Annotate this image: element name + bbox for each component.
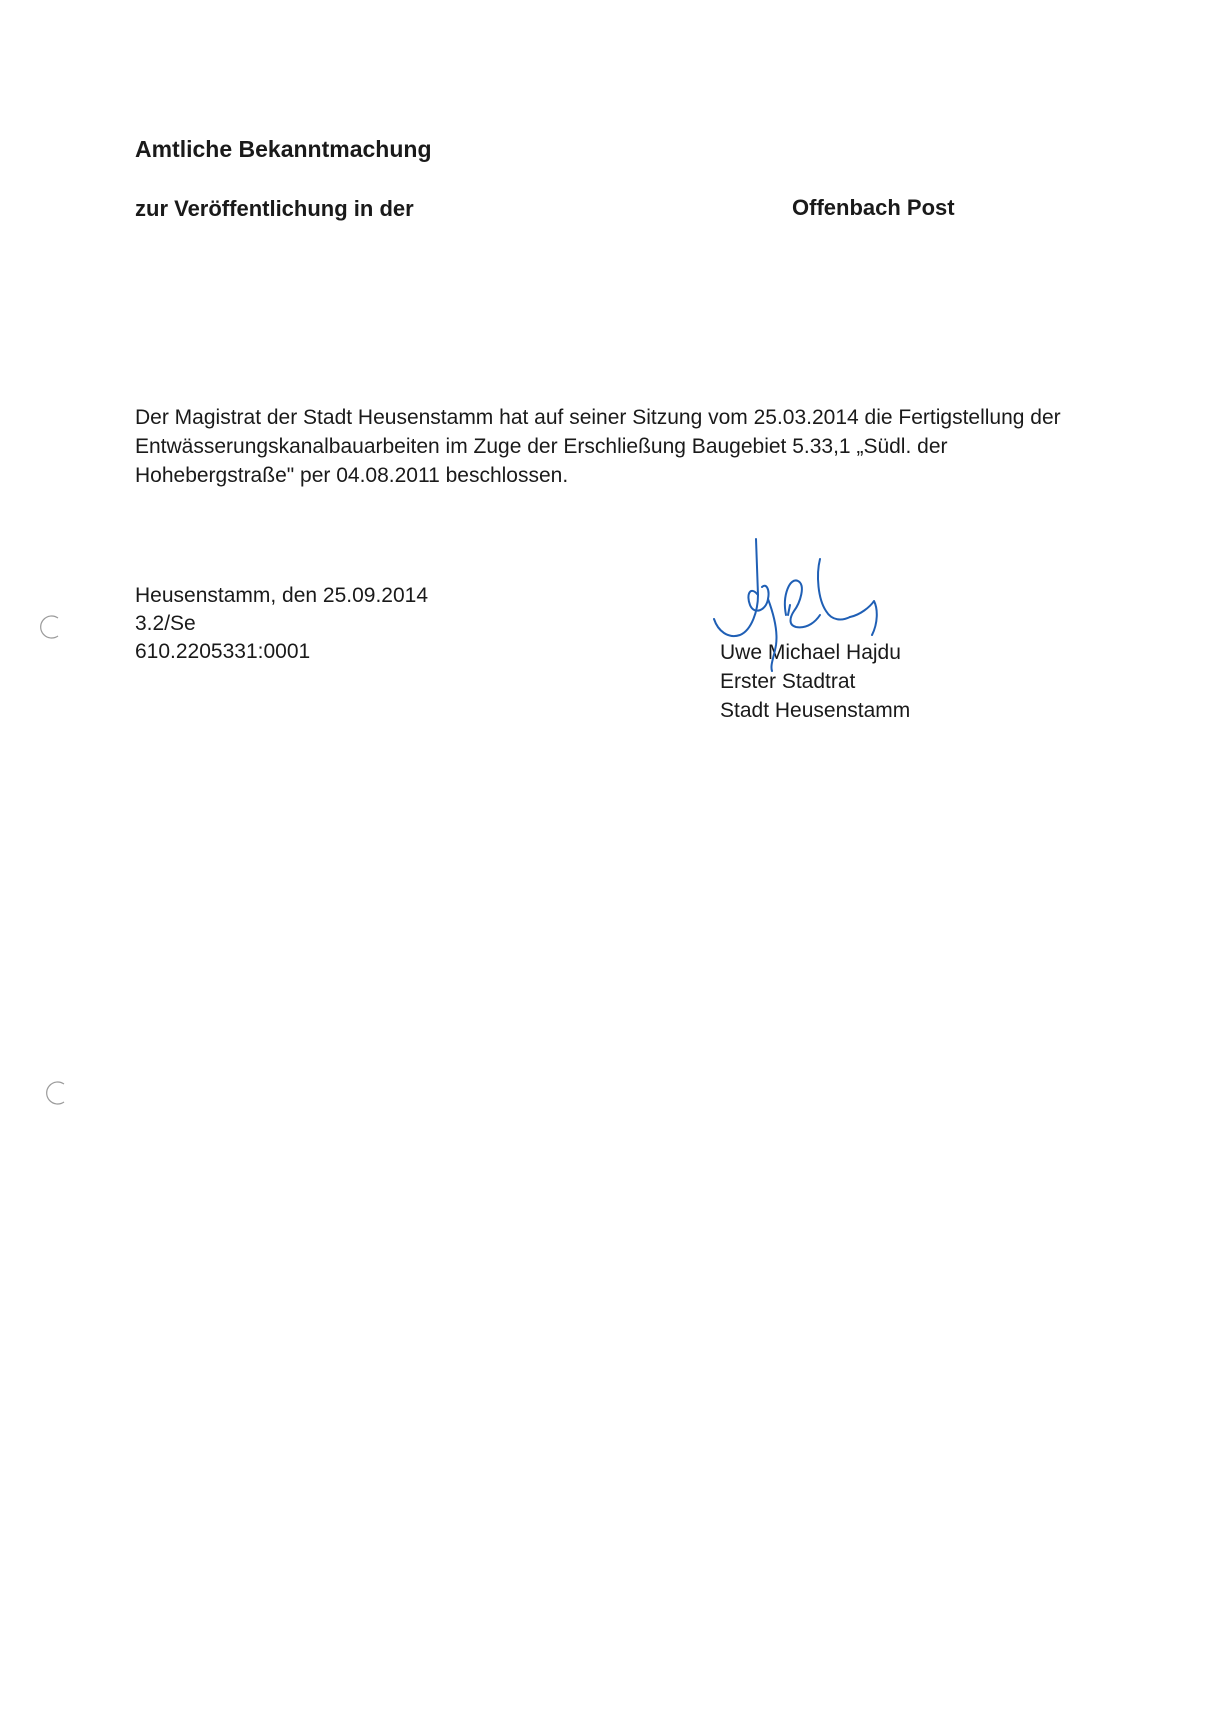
signer-organization: Stadt Heusenstamm: [720, 699, 911, 722]
body-line: Hohebergstraße" per 04.08.2011 beschlossen.: [135, 464, 569, 487]
announcement-title: Amtliche Bekanntmachung: [135, 136, 432, 162]
punch-hole-mark: [36, 612, 66, 642]
publication-name: Offenbach Post: [792, 195, 955, 220]
place-date-reference-block: [135, 582, 428, 666]
punch-hole-mark: [42, 1078, 72, 1108]
reference-code: 3.2/Se: [135, 612, 196, 635]
place-date: Heusenstamm, den 25.09.2014: [135, 584, 429, 607]
announcement-body: [135, 403, 1061, 490]
handwritten-signature: [700, 535, 900, 675]
body-line: Entwässerungskanalbauarbeiten im Zuge der Erschließung Baugebiet 5.33,1 „Südl. der: [135, 435, 948, 458]
signer-name: Uwe Michael Hajdu: [720, 641, 901, 664]
body-line: Der Magistrat der Stadt Heusenstamm hat auf seiner Sitzung vom 25.03.2014 die Fertigstellung der: [135, 406, 1061, 429]
publication-prefix: zur Veröffentlichung in der: [135, 196, 414, 221]
file-number: 610.2205331:0001: [135, 640, 311, 663]
signer-role: Erster Stadtrat: [720, 670, 856, 693]
